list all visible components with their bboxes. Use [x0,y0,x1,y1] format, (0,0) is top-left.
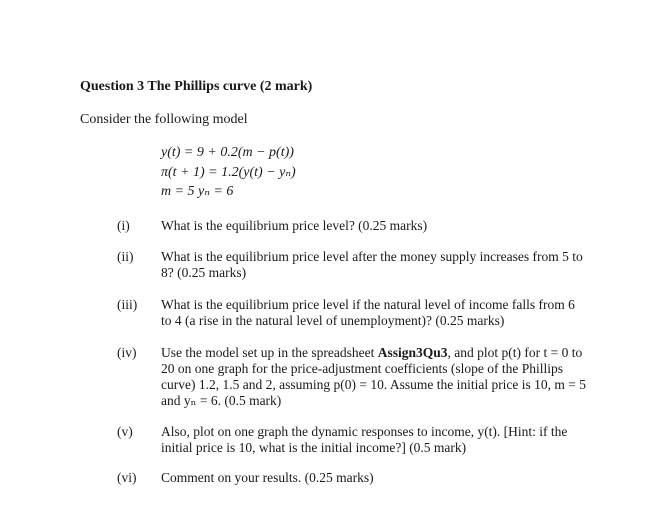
item-line [161,345,591,361]
spreadsheet-name: Assign3Qu3 [377,345,448,360]
item-line: What is the equilibrium price level? (0.25 marks) [161,218,428,233]
item-line: initial price is 10, what is the initial income?] (0.5 mark) [161,440,467,455]
item-text [161,470,591,486]
item-line: 8? (0.25 marks) [161,265,247,280]
item-line: Comment on your results. (0.25 marks) [161,470,374,485]
item-text [161,297,591,329]
item-number: (iv) [117,345,137,360]
item-number: (vi) [117,470,137,485]
item-number: (i) [117,218,130,233]
question-title: Question 3 The Phillips curve (2 mark) [80,79,313,94]
item-number: (iii) [117,297,138,312]
item-number: (v) [117,424,133,439]
item-line: to 4 (a rise in the natural level of unemployment)? (0.25 marks) [161,313,505,328]
item-line-prefix: Use the model set up in the spreadsheet [161,345,378,360]
item-text [161,345,591,409]
equation-phillips-curve: π(t + 1) = 1.2(y(t) − yₙ) [161,165,296,180]
item-line: curve) 1.2, 1.5 and 2, assuming p(0) = 10. Assume the initial price is 10, m = 5 [161,377,587,392]
question-intro: Consider the following model [80,112,248,127]
item-line-suffix: , and plot p(t) for t = 0 to [447,345,583,360]
equation-parameters: m = 5 yₙ = 6 [161,184,234,199]
equation-output: y(t) = 9 + 0.2(m − p(t)) [161,145,294,160]
item-number: (ii) [117,249,134,264]
item-line: What is the equilibrium price level after the money supply increases from 5 to [161,249,583,264]
item-line: What is the equilibrium price level if the natural level of income falls from 6 [161,297,575,312]
item-line: Also, plot on one graph the dynamic responses to income, y(t). [Hint: if the [161,424,568,439]
item-text [161,218,591,234]
item-line: 20 on one graph for the price-adjustment coefficients (slope of the Phillips [161,361,564,376]
item-text [161,249,591,281]
item-text [161,424,591,456]
item-line: and yₙ = 6. (0.5 mark) [161,393,282,408]
